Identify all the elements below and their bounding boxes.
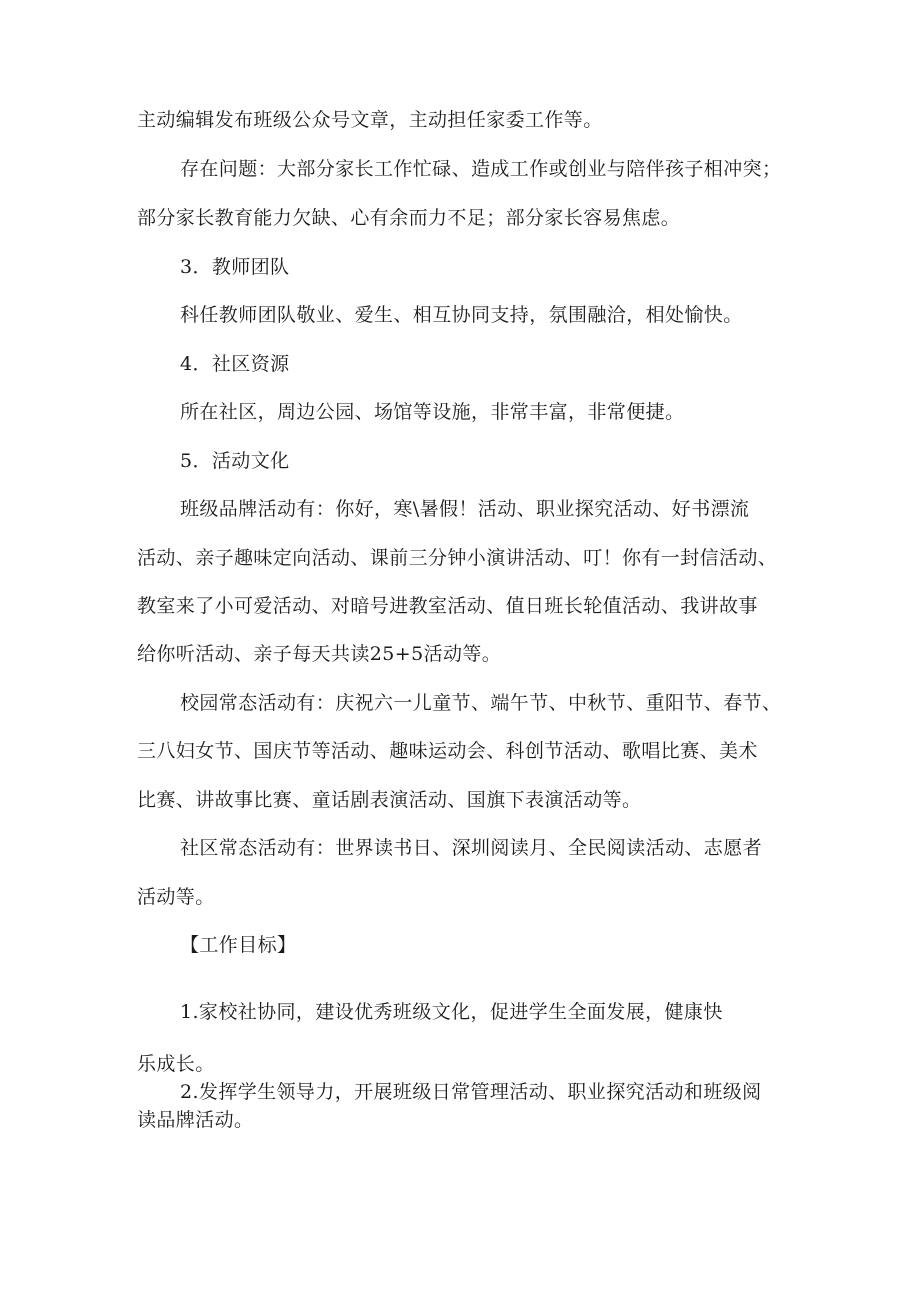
section-heading: 4．社区资源 xyxy=(180,353,290,375)
section-heading: 5．活动文化 xyxy=(180,450,290,472)
paragraph-line: 给你听活动、亲子每天共读25+5活动等。 xyxy=(137,643,502,665)
paragraph-line: 比赛、讲故事比赛、童话剧表演活动、国旗下表演活动等。 xyxy=(137,789,642,811)
paragraph-line: 校园常态活动有：庆祝六一儿童节、端午节、中秋节、重阳节、春节、 xyxy=(180,692,782,714)
paragraph-line: 2.发挥学生领导力，开展班级日常管理活动、职业探究活动和班级阅 xyxy=(180,1081,762,1103)
paragraph-line: 科任教师团队敬业、爱生、相互协同支持，氛围融洽，相处愉快。 xyxy=(180,304,743,326)
paragraph-line: 读品牌活动。 xyxy=(137,1109,254,1131)
paragraph-line: 活动、亲子趣味定向活动、课前三分钟小演讲活动、叮！你有一封信活动、 xyxy=(137,547,778,569)
paragraph-line: 存在问题：大部分家长工作忙碌、造成工作或创业与陪伴孩子相冲突； xyxy=(180,158,782,180)
paragraph-line: 1.家校社协同，建设优秀班级文化，促进学生全面发展，健康快 xyxy=(180,1001,723,1023)
paragraph-line: 社区常态活动有：世界读书日、深圳阅读月、全民阅读活动、志愿者 xyxy=(180,837,763,859)
paragraph-line: 教室来了小可爱活动、对暗号进教室活动、值日班长轮值活动、我讲故事 xyxy=(137,595,758,617)
paragraph-line: 所在社区，周边公园、场馆等设施，非常丰富，非常便捷。 xyxy=(180,401,685,423)
section-heading: 3．教师团队 xyxy=(180,256,290,278)
paragraph-line: 主动编辑发布班级公众号文章，主动担任家委工作等。 xyxy=(137,109,603,131)
paragraph-line: 三八妇女节、国庆节等活动、趣味运动会、科创节活动、歌唱比赛、美术 xyxy=(137,740,758,762)
paragraph-line: 班级品牌活动有：你好，寒\暑假！活动、职业探究活动、好书漂流 xyxy=(180,498,750,520)
paragraph-line: 活动等。 xyxy=(137,886,215,908)
paragraph-line: 部分家长教育能力欠缺、心有余而力不足；部分家长容易焦虑。 xyxy=(137,207,681,229)
section-heading: 【工作目标】 xyxy=(180,934,297,956)
paragraph-line: 乐成长。 xyxy=(137,1053,215,1075)
